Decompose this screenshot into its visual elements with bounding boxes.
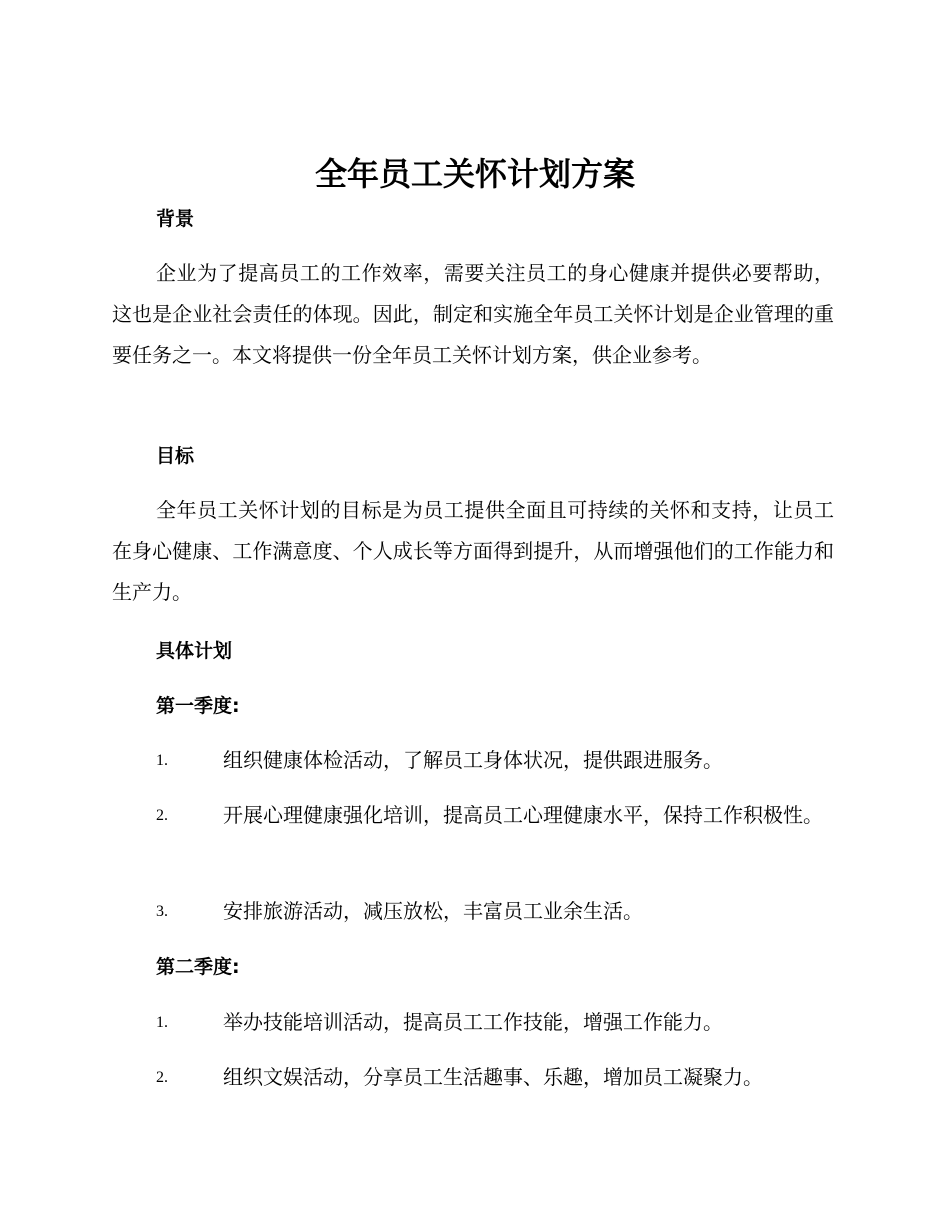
paragraph-background: 企业为了提高员工的工作效率，需要关注员工的身心健康并提供必要帮助，这也是企业社会责任的体现。因此，制定和实施全年员工关怀计划是企业管理的重要任务之一。本文将提供一份全年员工关怀计划方案，供企业参考。 xyxy=(112,261,834,367)
list-text: 组织文娱活动，分享员工生活趣事、乐趣，增加员工凝聚力。 xyxy=(223,1065,763,1089)
list-number: 2. xyxy=(156,1069,168,1086)
list-text: 组织健康体检活动，了解员工身体状况，提供跟进服务。 xyxy=(223,748,723,772)
list-item xyxy=(112,1002,834,1043)
list-number: 1. xyxy=(156,1014,168,1031)
list-item xyxy=(112,1057,834,1098)
section-heading-goal: 目标 xyxy=(156,445,195,467)
list-item xyxy=(112,795,834,836)
list-item xyxy=(112,740,834,781)
list-item xyxy=(112,891,834,932)
quarter-heading-q1: 第一季度: xyxy=(156,695,240,717)
list-text: 开展心理健康强化培训，提高员工心理健康水平，保持工作积极性。 xyxy=(223,803,823,827)
list-text: 安排旅游活动，减压放松，丰富员工业余生活。 xyxy=(223,899,643,923)
list-number: 1. xyxy=(156,752,168,769)
section-heading-plan: 具体计划 xyxy=(156,640,233,662)
list-number: 2. xyxy=(156,807,168,824)
list-number: 3. xyxy=(156,903,168,920)
section-heading-background: 背景 xyxy=(156,208,195,230)
quarter-heading-q2: 第二季度: xyxy=(156,956,240,978)
list-text: 举办技能培训活动，提高员工工作技能，增强工作能力。 xyxy=(223,1010,723,1034)
paragraph-goal: 全年员工关怀计划的目标是为员工提供全面且可持续的关怀和支持，让员工在身心健康、工作满意度、个人成长等方面得到提升，从而增强他们的工作能力和生产力。 xyxy=(112,498,834,604)
document-title: 全年员工关怀计划方案 xyxy=(314,155,635,193)
